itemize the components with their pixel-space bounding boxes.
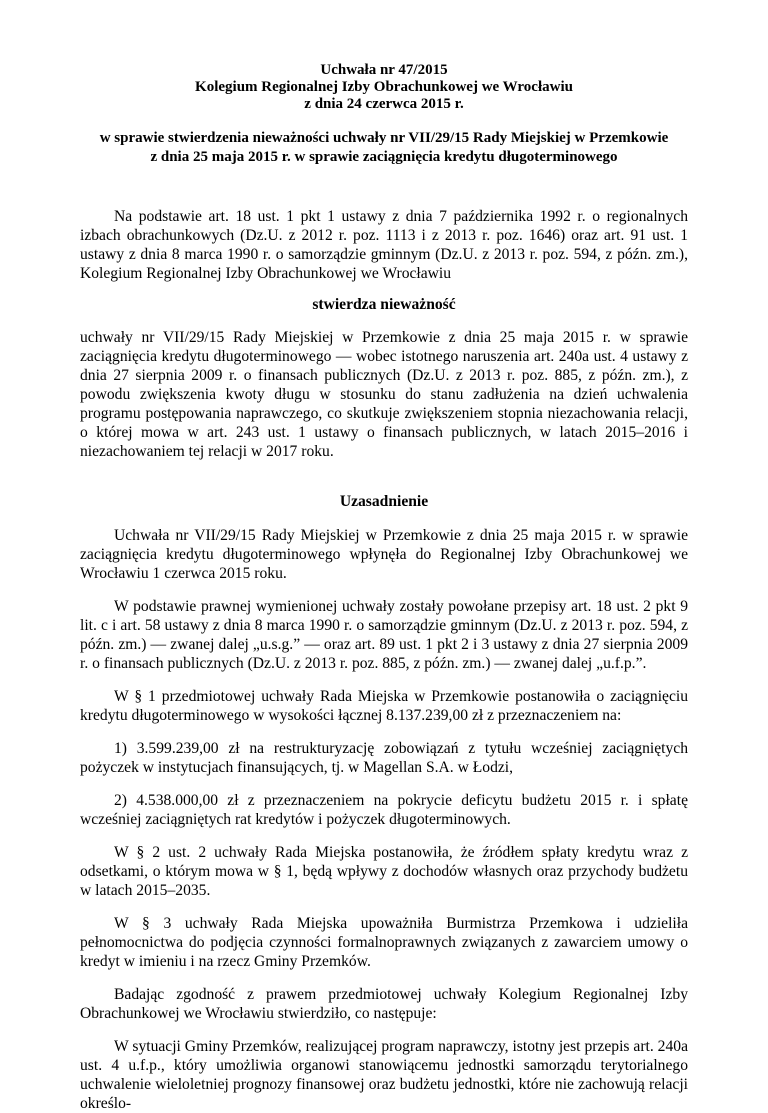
resolution-subject	[80, 129, 688, 167]
justification-paragraph: W podstawie prawnej wymienionej uchwały zostały powołane przepisy art. 18 ust. 2 pkt 9 lit. c i art. 58 ustawy z dnia 8 marca 1990 r. o samorządzie gminnym (Dz.U. z 2013 r. poz. 594, z późn. zm.) — zwanej dalej „u.s.g.” — oraz art. 89 ust. 1 pkt 2 i 3 ustawy z dnia 27 sierpnia 2009 r. o finansach publicznych (Dz.U. z 2013 r. poz. 885, z późn. zm.) — zwanej dalej „u.f.p.”.	[80, 598, 688, 672]
justification-paragraph: Uchwała nr VII/29/15 Rady Miejskiej w Przemkowie z dnia 25 maja 2015 r. w sprawie zaciągnięcia kredytu długoterminowego wpłynęła do Regionalnej Izby Obrachunkowej we Wrocławiu 1 czerwca 2015 roku.	[80, 527, 688, 582]
justification-paragraph: W § 2 ust. 2 uchwały Rada Miejska postanowiła, że źródłem spłaty kredytu wraz z odsetkami, o którym mowa w § 1, będą wpływy z dochodów własnych oraz przychody budżetu w latach 2015–2035.	[80, 844, 688, 899]
list-item: 2) 4.538.000,00 zł z przeznaczeniem na pokrycie deficytu budżetu 2015 r. i spłatę wcześniej zaciągniętych rat kredytów i pożyczek długoterminowych.	[80, 792, 688, 828]
justification-paragraph: W sytuacji Gminy Przemków, realizującej program naprawczy, istotny jest przepis art. 240a ust. 4 u.f.p., który umożliwia organowi stanowiącemu jednostki samorządu terytorialnego uchwalenie wieloletniej prognozy finansowej oraz budżetu jednostki, które nie zachowują relacji określo-	[80, 1038, 688, 1112]
issuing-body: Kolegium Regionalnej Izby Obrachunkowej we Wrocławiu	[195, 79, 573, 95]
resolution-date: z dnia 24 czerwca 2015 r.	[304, 96, 464, 112]
justification-paragraph: Badając zgodność z prawem przedmiotowej uchwały Kolegium Regionalnej Izby Obrachunkowej we Wrocławiu stwierdziło, co następuje:	[80, 986, 688, 1022]
document-page	[80, 62, 688, 1113]
justification-paragraph: W § 1 przedmiotowej uchwały Rada Miejska w Przemkowie postanowiła o zaciągnięciu kredytu długoterminowego w wysokości łącznej 8.137.239,00 zł z przeznaczeniem na:	[80, 688, 688, 724]
decision-paragraph: uchwały nr VII/29/15 Rady Miejskiej w Przemkowie z dnia 25 maja 2015 r. w sprawie zaciągnięcia kredytu długoterminowego — wobec istotnego naruszenia art. 240a ust. 4 ustawy z dnia 27 sierpnia 2009 r. o finansach publicznych (Dz.U. z 2013 r. poz. 885, z późn. zm.), z powodu zwiększenia kwoty długu w stosunku do stanu zadłużenia na dzień uchwalenia programu postępowania naprawczego, co skutkuje zwiększeniem stopnia niezachowania relacji, o której mowa w art. 243 ust. 1 ustawy o finansach publicznych, w latach 2015–2016 i niezachowaniem tej relacji w 2017 roku.	[80, 329, 688, 460]
justification-paragraph: W § 3 uchwały Rada Miejska upoważniła Burmistrza Przemkowa i udzieliła pełnomocnictwa do podjęcia czynności formalnoprawnych związanych z zawarciem umowy o kredyt w imieniu i na rzecz Gminy Przemków.	[80, 915, 688, 970]
decision-heading: stwierdza nieważność	[312, 296, 456, 313]
subject-line-2: z dnia 25 maja 2015 r. w sprawie zaciągnięcia kredytu długoterminowego	[150, 149, 618, 165]
resolution-header	[80, 62, 688, 113]
resolution-number: Uchwała nr 47/2015	[320, 62, 448, 78]
justification-heading: Uzasadnienie	[339, 493, 429, 510]
legal-basis-paragraph: Na podstawie art. 18 ust. 1 pkt 1 ustawy z dnia 7 października 1992 r. o regionalnych izbach obrachunkowych (Dz.U. z 2012 r. poz. 1113 i z 2013 r. poz. 1646) oraz art. 91 ust. 1 ustawy z dnia 8 marca 1990 r. o samorządzie gminnym (Dz.U. z 2013 r. poz. 594, z późn. zm.), Kolegium Regionalnej Izby Obrachunkowej we Wrocławiu	[80, 208, 688, 282]
subject-line-1: w sprawie stwierdzenia nieważności uchwały nr VII/29/15 Rady Miejskiej w Przemkowie	[99, 130, 669, 146]
list-item: 1) 3.599.239,00 zł na restrukturyzację zobowiązań z tytułu wcześniej zaciągniętych pożyczek w instytucjach finansujących, tj. w Magellan S.A. w Łodzi,	[80, 740, 688, 776]
